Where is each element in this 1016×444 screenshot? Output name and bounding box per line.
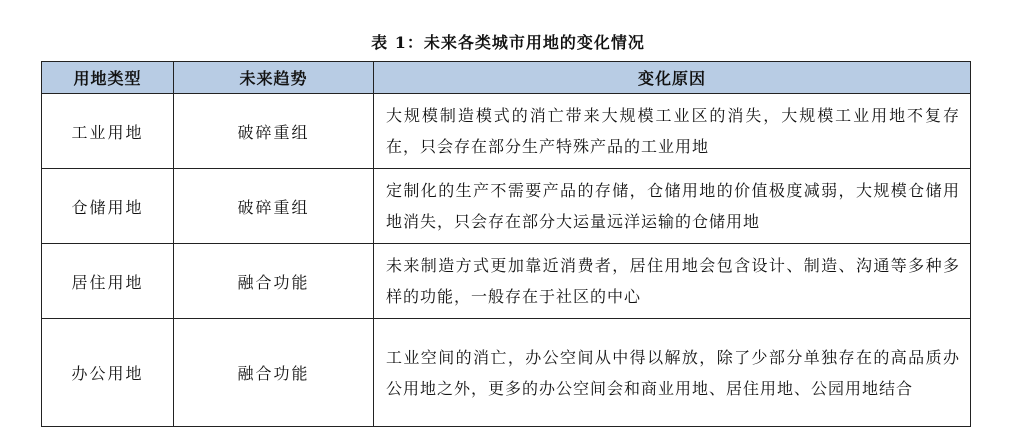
table-caption: 表 1：未来各类城市用地的变化情况: [371, 33, 645, 52]
table-row: [42, 94, 971, 169]
cell-change-reason: 未来制造方式更加靠近消费者，居住用地会包含设计、制造、沟通等多种多样的功能，一般存在于社区的中心: [374, 244, 971, 319]
cell-land-type: 居住用地: [42, 244, 174, 319]
cell-land-type: 仓储用地: [42, 169, 174, 244]
header-future-trend: 未来趋势: [174, 62, 374, 94]
header-land-type: 用地类型: [42, 62, 174, 94]
cell-land-type: 办公用地: [42, 319, 174, 427]
cell-future-trend: 破碎重组: [174, 94, 374, 169]
cell-future-trend: 融合功能: [174, 244, 374, 319]
table-row: [42, 169, 971, 244]
cell-change-reason: 工业空间的消亡，办公空间从中得以解放，除了少部分单独存在的高品质办公用地之外，更多的办公空间会和商业用地、居住用地、公园用地结合: [374, 319, 971, 427]
land-use-table: [41, 61, 971, 427]
cell-change-reason: 定制化的生产不需要产品的存储，仓储用地的价值极度减弱，大规模仓储用地消失，只会存在部分大运量远洋运输的仓储用地: [374, 169, 971, 244]
table-header-row: [42, 62, 971, 94]
cell-future-trend: 融合功能: [174, 319, 374, 427]
cell-future-trend: 破碎重组: [174, 169, 374, 244]
cell-change-reason: 大规模制造模式的消亡带来大规模工业区的消失，大规模工业用地不复存在，只会存在部分生产特殊产品的工业用地: [374, 94, 971, 169]
cell-land-type: 工业用地: [42, 94, 174, 169]
header-change-reason: 变化原因: [374, 62, 971, 94]
table-row: [42, 319, 971, 427]
table-row: [42, 244, 971, 319]
